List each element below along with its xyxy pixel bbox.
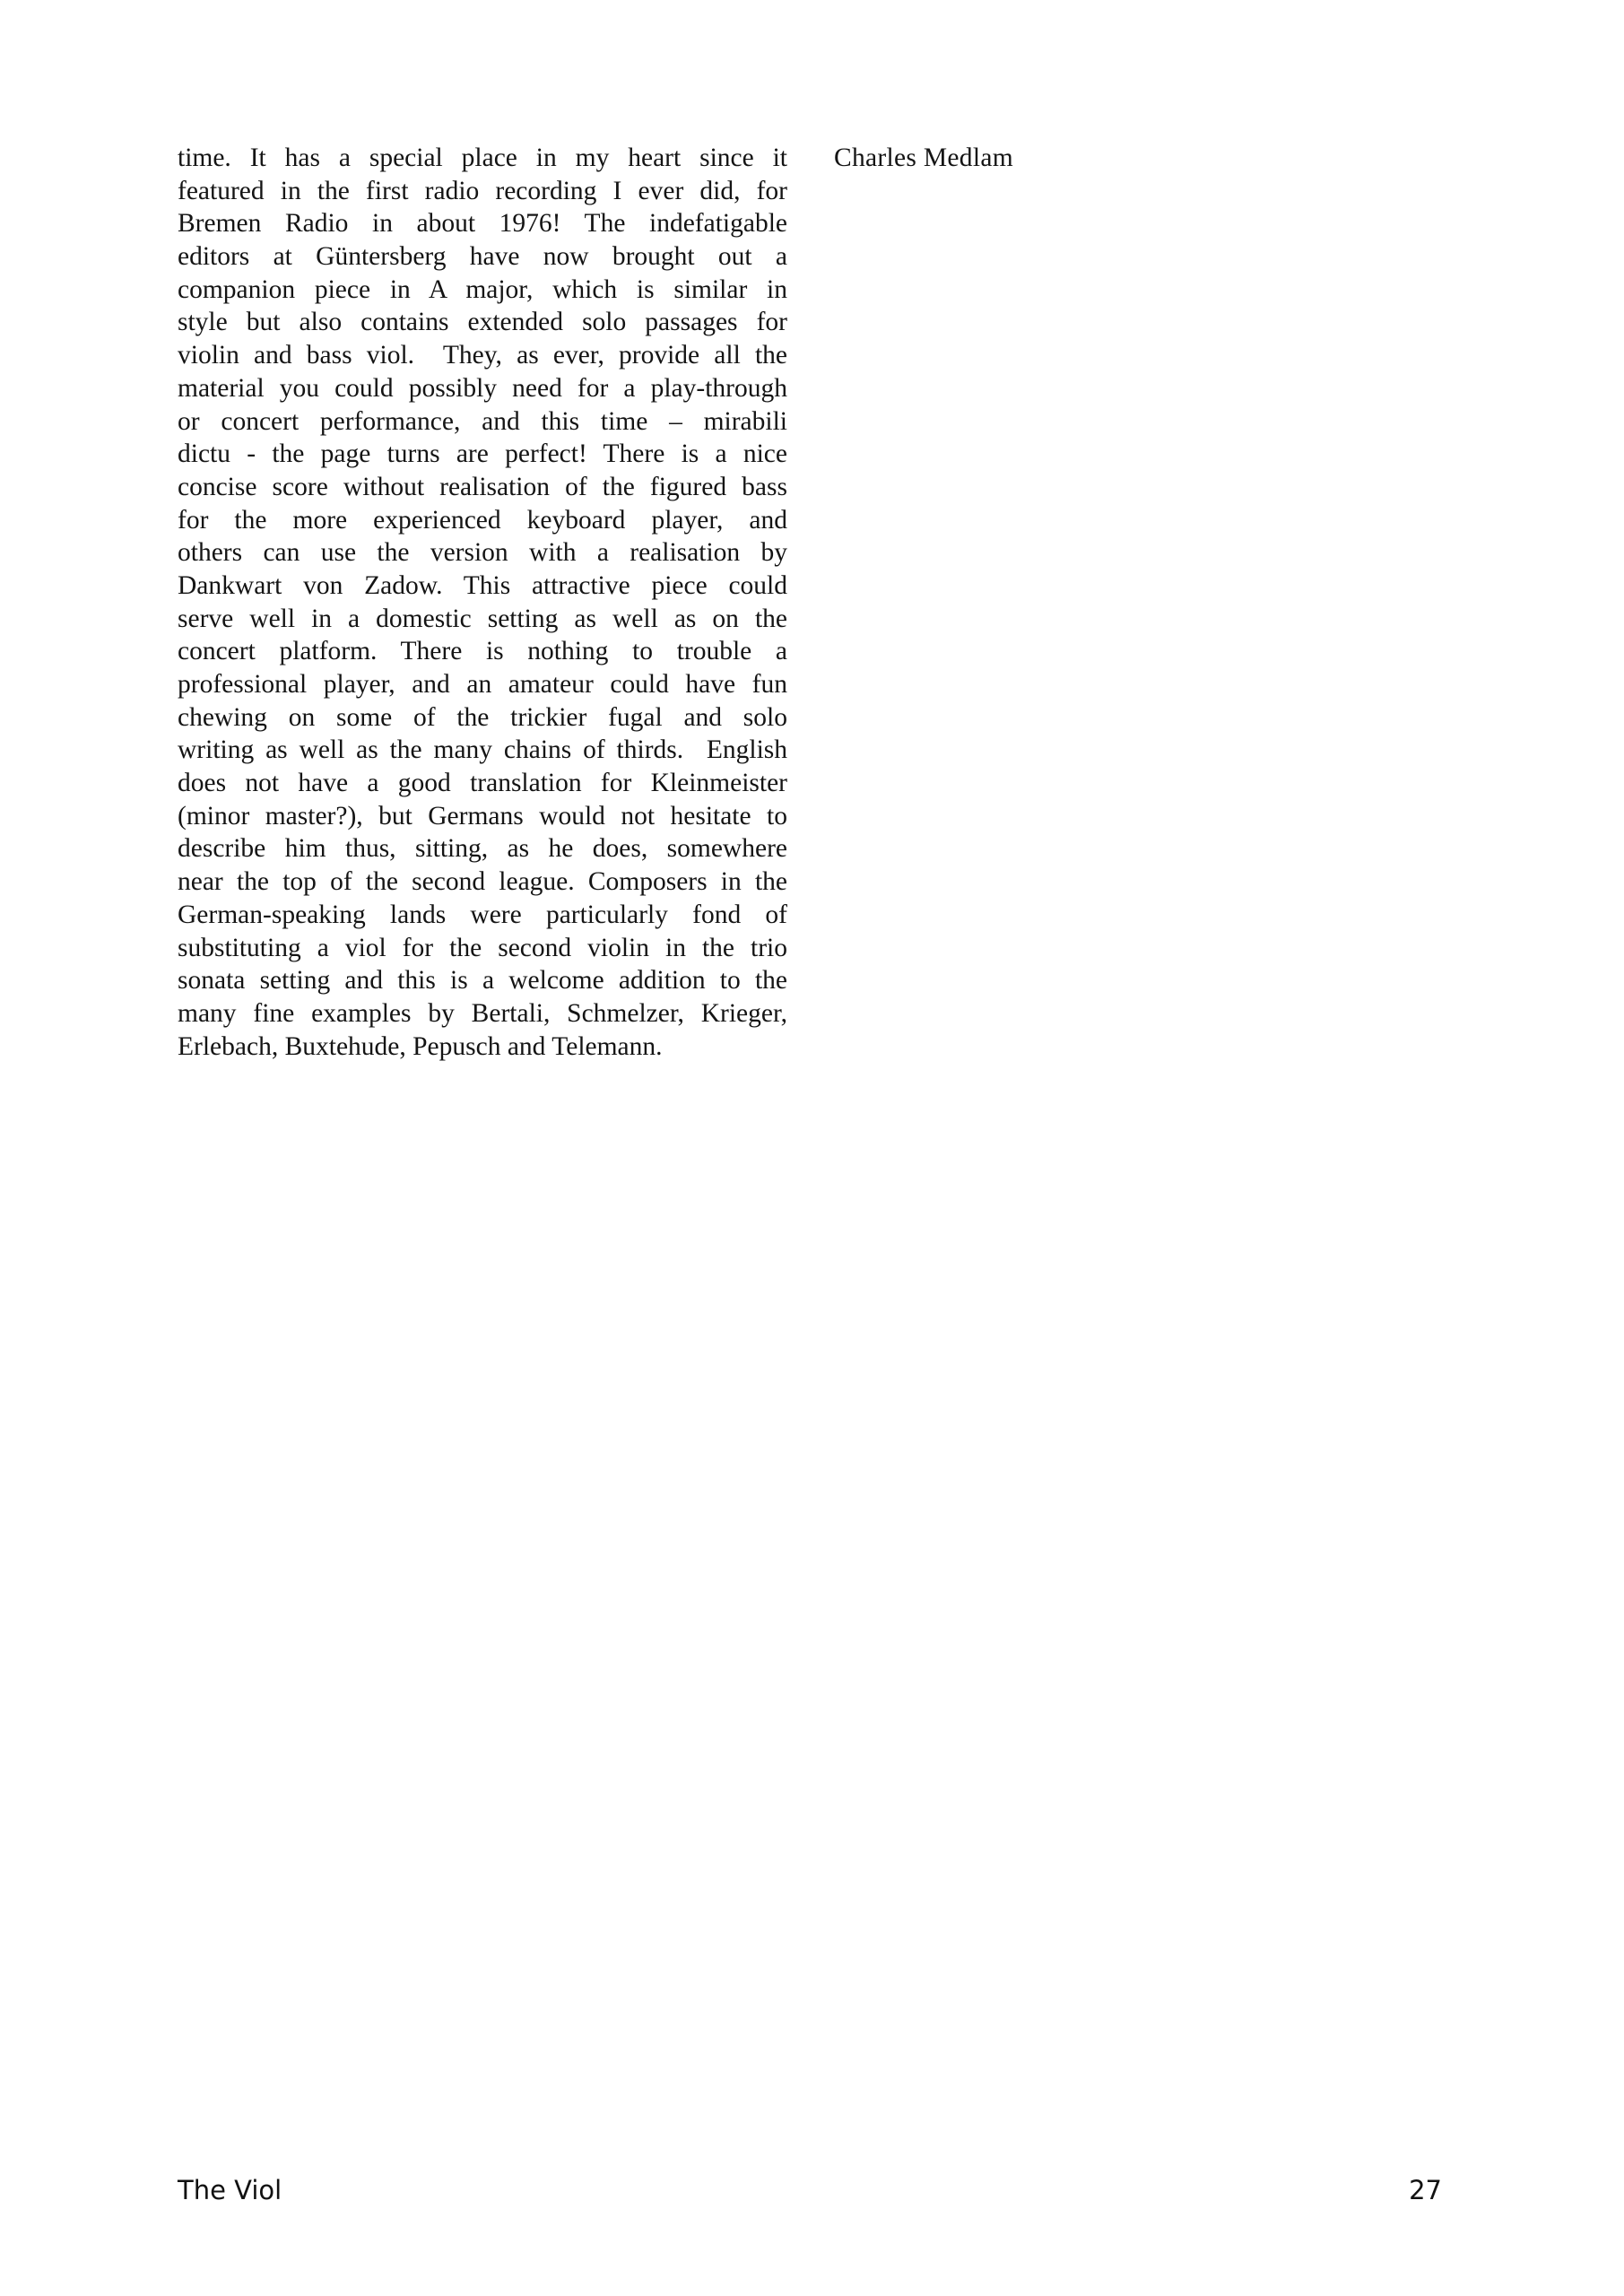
article-line: others can use the version with a realisation by [178,538,787,568]
article-line: Erlebach, Buxtehude, Pepusch and Telemann. [178,1031,663,1061]
article-line: material you could possibly need for a play-through [178,373,787,403]
article-line: many fine examples by Bertali, Schmelzer, Krieger, [178,998,787,1028]
article-line: sonata setting and this is a welcome addition to the [178,966,787,996]
article-line: chewing on some of the trickier fugal and solo [178,702,787,732]
article-line: does not have a good translation for Kleinmeister [178,769,787,798]
article-line: editors at Güntersberg have now brought out a [178,242,787,272]
article-line: or concert performance, and this time – mirabili [178,406,787,436]
article-line: style but also contains extended solo passages for [178,308,787,337]
article-line: featured in the first radio recording I ever did, for [178,176,787,205]
article-body [178,142,787,1063]
article-line: violin and bass viol. They, as ever, provide all the [178,341,787,370]
article-line: Bremen Radio in about 1976! The indefatigable [178,209,787,239]
publication-title: The Viol [178,2175,282,2205]
article-line: describe him thus, sitting, as he does, somewhere [178,834,787,864]
author-byline: Charles Medlam [834,144,1013,172]
article-line: writing as well as the many chains of thirds. English [178,735,787,765]
article-line: near the top of the second league. Composers in the [178,867,787,897]
article-line: companion piece in A major, which is similar in [178,274,787,304]
page-footer [178,2174,1442,2206]
article-line: concert platform. There is nothing to trouble a [178,637,787,666]
article-line: for the more experienced keyboard player, and [178,505,787,535]
article-line: time. It has a special place in my heart since it [178,144,787,172]
article-line: dictu - the page turns are perfect! There is a nice [178,439,787,469]
article-line: professional player, and an amateur could have fun [178,670,787,699]
article-line: concise score without realisation of the figured bass [178,472,787,501]
article-line: serve well in a domestic setting as well as on the [178,604,787,633]
article-line: Dankwart von Zadow. This attractive piece could [178,570,787,600]
article-line: substituting a viol for the second violin in the trio [178,933,787,962]
article-line: (minor master?), but Germans would not hesitate to [178,801,787,831]
page-number: 27 [1409,2175,1442,2205]
article-line: German-speaking lands were particularly fond of [178,900,787,929]
